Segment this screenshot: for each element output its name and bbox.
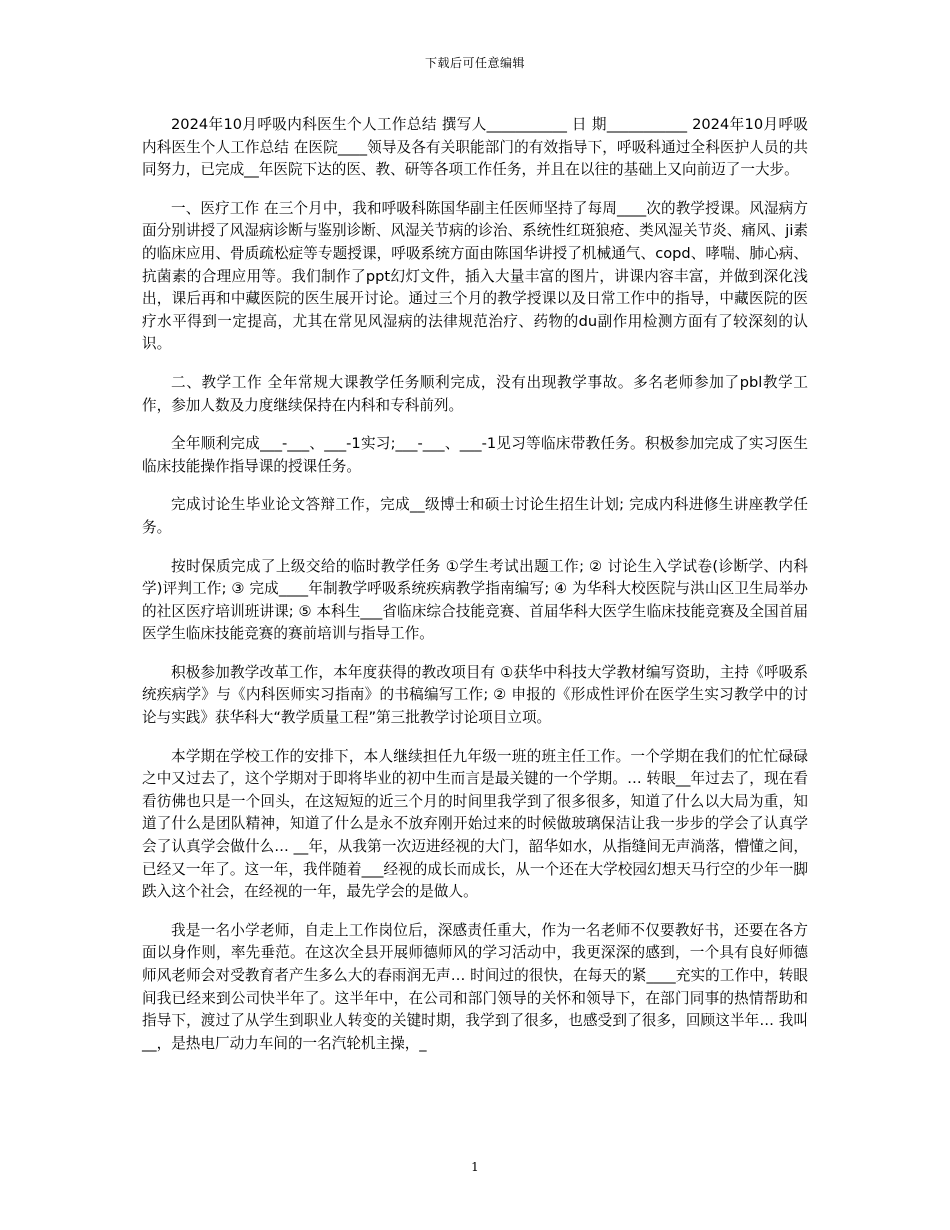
- paragraph-teaching-reform: 积极参加教学改革工作，本年度获得的教改项目有 ①获华中科技大学教材编写资助，主持《呼吸系统疾病学》与《内科医师实习指南》的书稿编写工作; ② 申报的《形成性评价在医学生实习教学中的讨论与实践》获华科大“教学质量工程”第三批教学讨论项目立项。: [142, 663, 808, 727]
- document-body: [142, 114, 808, 1071]
- page-number: 1: [471, 1160, 479, 1174]
- paragraph-graduate-work: 完成讨论生毕业论文答辩工作，完成__级博士和硕士讨论生招生计划; 完成内科进修生讲座教学任务。: [142, 496, 808, 536]
- paragraph-temporary-tasks: 按时保质完成了上级交给的临时教学任务 ①学生考试出题工作; ② 讨论生入学试卷(诊断学、内科学)评判工作; ③ 完成____年制教学呼吸系统疾病教学指南编写; ④ 为华科大校医院与洪山区卫生局举办的社区医疗培训班讲课; ⑤ 本科生___省临床综合技能竞赛、首届华科大医学生临床技能竞赛及全国首届医学生临床技能竞赛的赛前培训与指导工作。: [142, 557, 808, 643]
- paragraph-title-intro: 2024年10月呼吸内科医生个人工作总结 撰写人___________ 日 期___________ 2024年10月呼吸内科医生个人工作总结 在医院____领导及各有关职能部门的有效指导下，呼吸科通过全科医护人员的共同努力，已完成__年医院下达的医、教、研等各项工作任务，并且在以往的基础上又向前迈了一大步。: [142, 116, 808, 179]
- page-header: 下载后可任意编辑: [424, 56, 525, 70]
- paragraph-teaching-work: 二、教学工作 全年常规大课教学任务顺利完成，没有出现教学事故。多名老师参加了pbl教学工作，参加人数及力度继续保持在内科和专科前列。: [142, 373, 808, 414]
- paragraph-class-teacher: 本学期在学校工作的安排下，本人继续担任九年级一班的班主任工作。一个学期在我们的忙忙碌碌之中又过去了，这个学期对于即将毕业的初中生而言是最关键的一个学期。… 转眼__年过去了，现在看看彷佛也只是一个回头，在这短短的近三个月的时间里我学到了很多很多，知道了什么以大局为重，知道了什么是团队精神，知道了什么是永不放弃刚开始过来的时候做玻璃保洁让我一步步的学会了认真学会了认真学会做什么… __年，从我第一次迈进经视的大门，韶华如水，从指缝间无声淌落，懵懂之间，已经又一年了。这一年，我伴随着___经视的成长而成长，从一个还在大学校园幻想天马行空的少年一脚跌入这个社会，在经视的一年，最先学会的是做人。: [142, 747, 808, 901]
- paragraph-medical-work: 一、医疗工作 在三个月中，我和呼吸科陈国华副主任医师坚持了每周____次的教学授课。风湿病方面分别讲授了风湿病诊断与鉴别诊断、风湿关节病的诊治、系统性红斑狼疮、类风湿关节炎、痛风、ji素的临床应用、骨质疏松症等专题授课，呼吸系统方面由陈国华讲授了机械通气、copd、哮喘、肺心病、抗菌素的合理应用等。我们制作了ppt幻灯文件，插入大量丰富的图片，讲课内容丰富，并做到深化浅出，课后再和中藏医院的医生展开讨论。通过三个月的教学授课以及日常工作中的指导，中藏医院的医疗水平得到一定提高，尤其在常见风湿病的法律规范治疗、药物的du副作用检测方面有了较深刻的认识。: [142, 199, 808, 353]
- paragraph-clinical-teaching: 全年顺利完成___-___、___-1实习;___-___、___-1见习等临床带教任务。积极参加完成了实习医生临床技能操作指导课的授课任务。: [142, 435, 808, 475]
- paragraph-primary-teacher: 我是一名小学老师，自走上工作岗位后，深感责任重大，作为一名老师不仅要教好书，还要在各方面以身作则，率先垂范。在这次全县开展师德师风的学习活动中，我更深深的感到，一个具有良好师德师风老师会对受教育者产生多么大的春雨润无声… 时间过的很快，在每天的紧____充实的工作中，转眼间我已经来到公司快半年了。这半年中，在公司和部门领导的关怀和领导下，在部门同事的热情帮助和指导下，渡过了从学生到职业人转变的关键时期，我学到了很多，也感受到了很多，回顾这半年… 我叫__，是热电厂动力车间的一名汽轮机主操，_: [142, 921, 808, 1052]
